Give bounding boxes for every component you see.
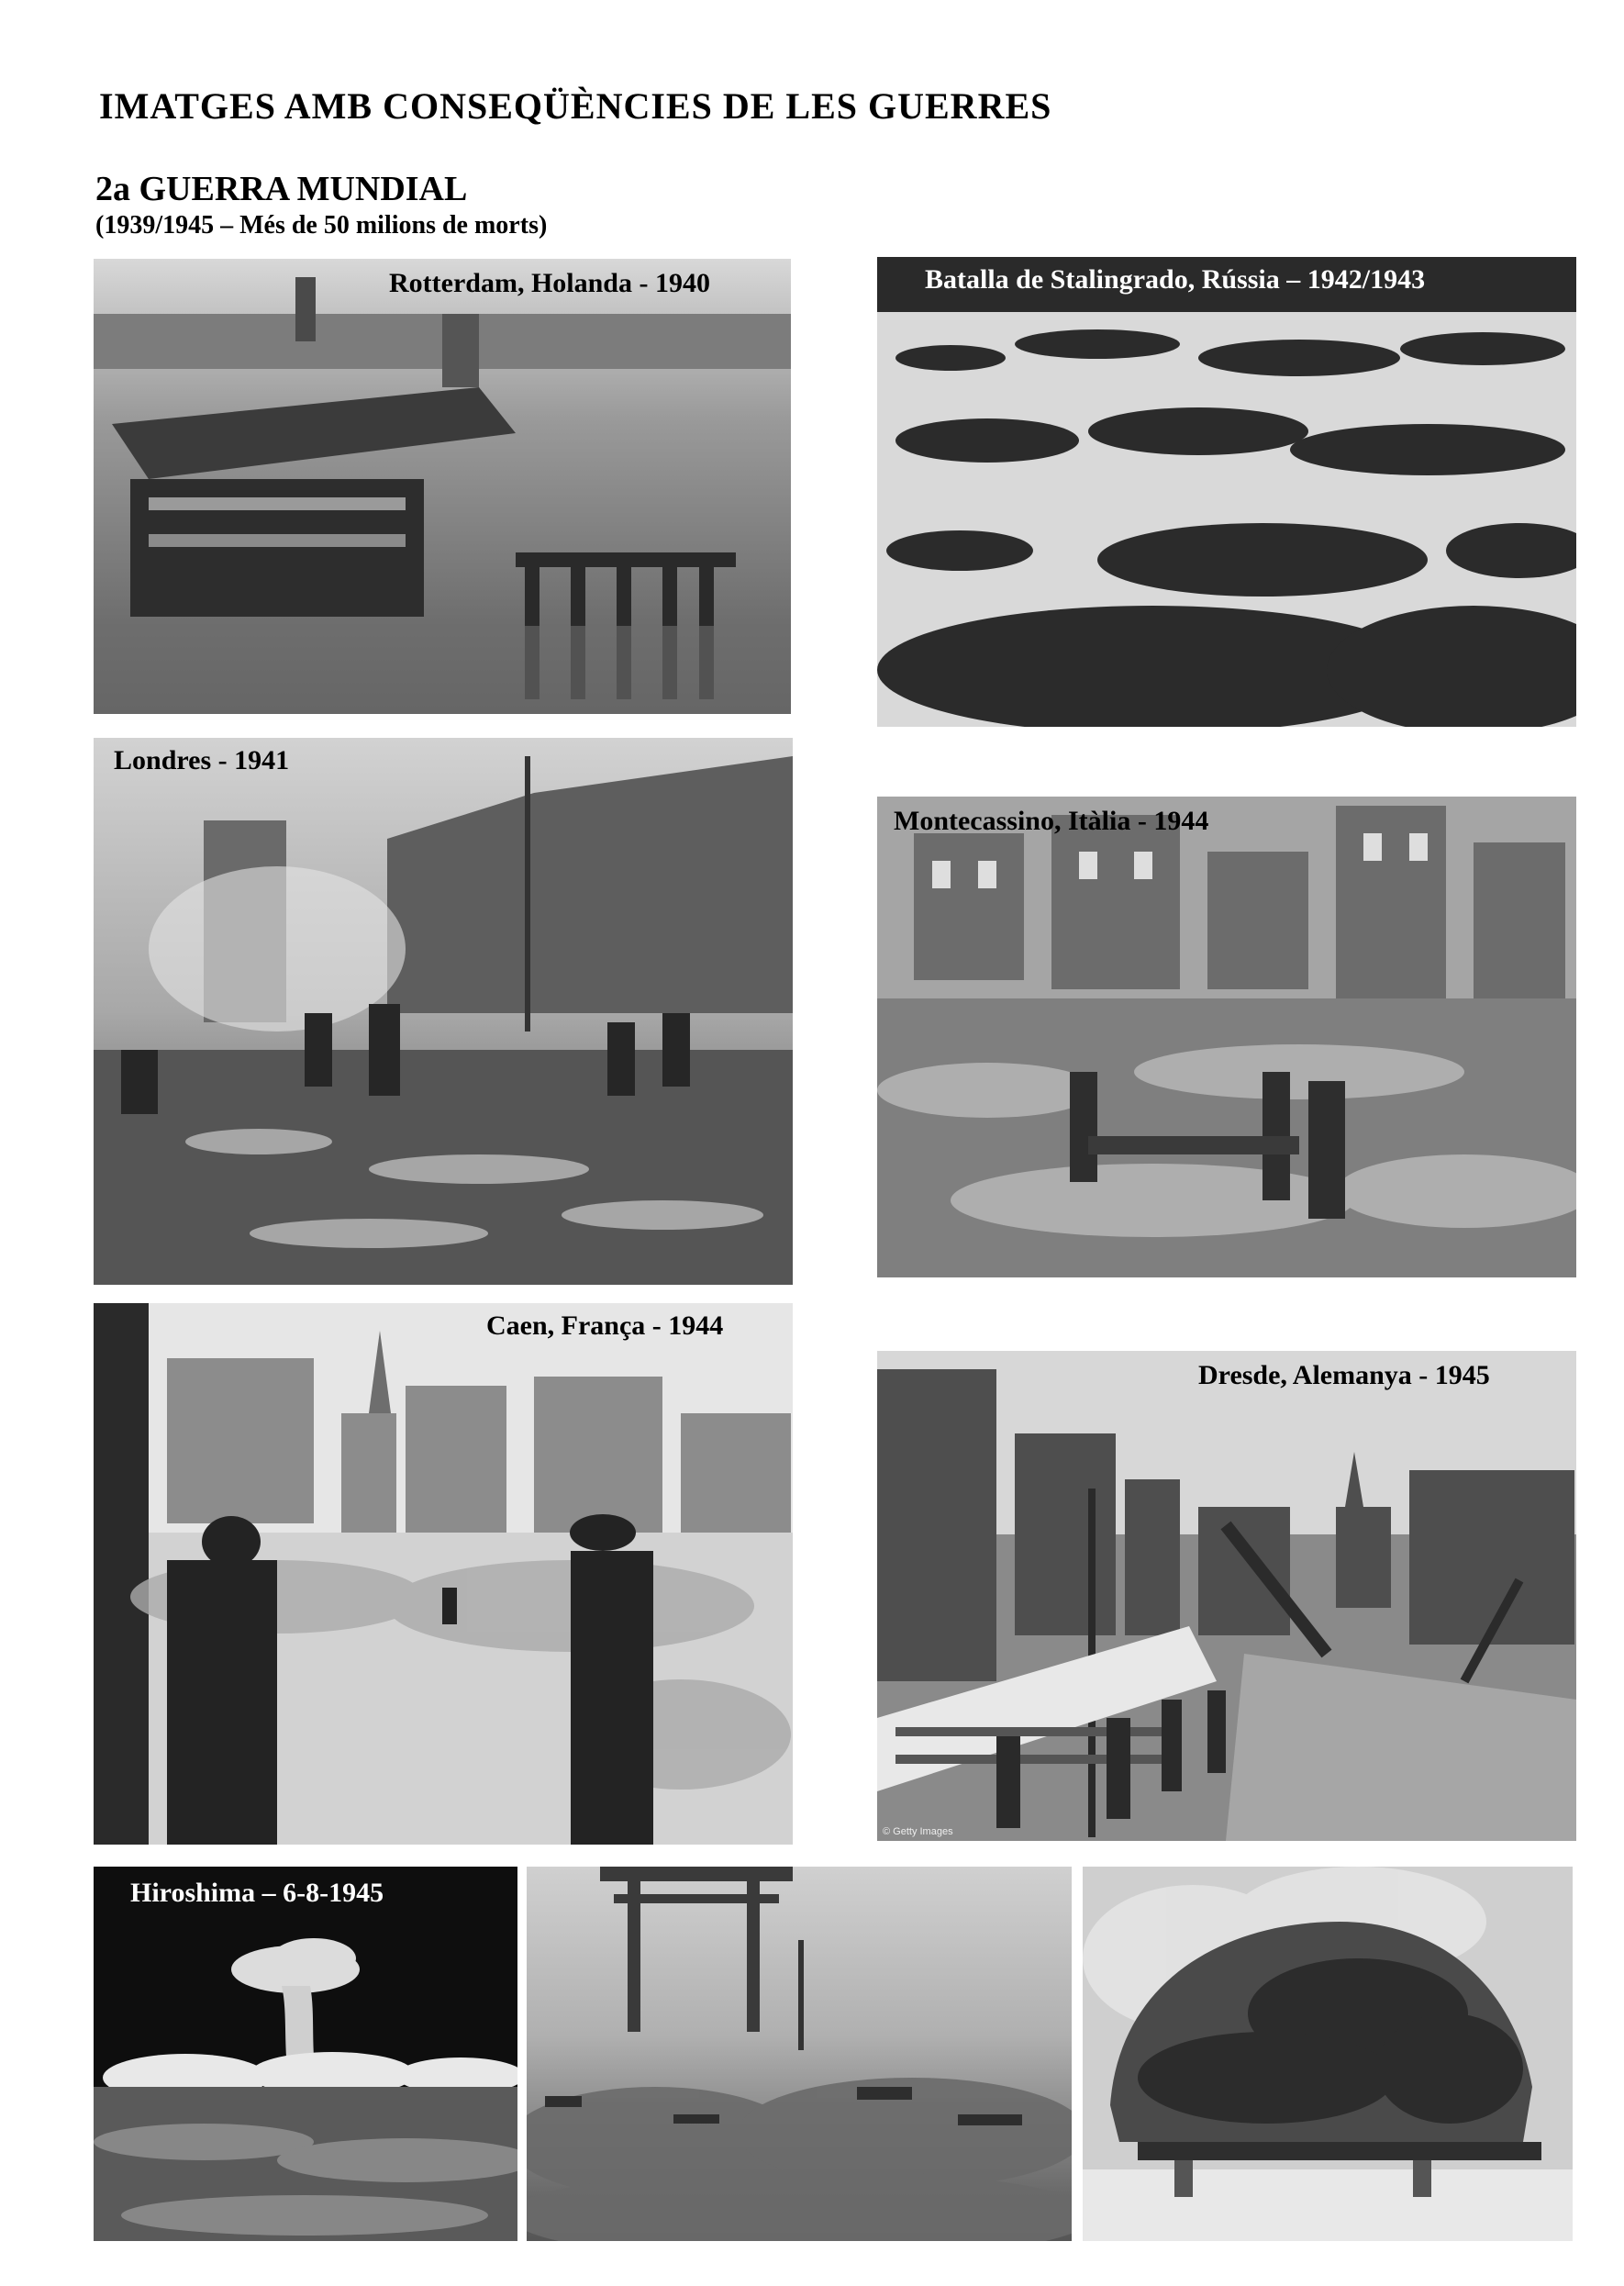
photo-london-caption: Londres - 1941 bbox=[114, 745, 290, 775]
photo-hiroshima-ruins-image bbox=[527, 1867, 1072, 2241]
section-heading: 2a GUERRA MUNDIAL bbox=[95, 170, 468, 208]
photo-london bbox=[94, 738, 793, 1285]
photo-rotterdam-image bbox=[94, 259, 791, 714]
photo-dresden-credit: © Getty Images bbox=[883, 1826, 953, 1837]
photo-hiroshima-cloud bbox=[94, 1867, 517, 2241]
photo-rotterdam-caption: Rotterdam, Holanda - 1940 bbox=[389, 268, 710, 298]
photo-dresden-image bbox=[877, 1351, 1576, 1841]
photo-hiroshima-bodies bbox=[1083, 1867, 1573, 2241]
photo-hiroshima-ruins bbox=[527, 1867, 1072, 2241]
page-title: IMATGES AMB CONSEQÜÈNCIES DE LES GUERRES bbox=[99, 85, 1052, 127]
photo-montecassino-caption: Montecassino, Itàlia - 1944 bbox=[894, 806, 1209, 836]
photo-montecassino-image bbox=[877, 797, 1576, 1277]
photo-stalingrad-image bbox=[877, 257, 1576, 727]
photo-london-image bbox=[94, 738, 793, 1285]
photo-rotterdam bbox=[94, 259, 791, 714]
photo-hiroshima-cloud-image bbox=[94, 1867, 517, 2241]
photo-stalingrad-caption: Batalla de Stalingrado, Rússia – 1942/1943 bbox=[925, 264, 1426, 295]
photo-hiroshima-bodies-image bbox=[1083, 1867, 1573, 2241]
photo-hiroshima-cloud-caption: Hiroshima – 6-8-1945 bbox=[130, 1878, 384, 1908]
photo-caen-image bbox=[94, 1303, 793, 1845]
photo-caen-caption: Caen, França - 1944 bbox=[486, 1310, 724, 1341]
photo-caen bbox=[94, 1303, 793, 1845]
photo-montecassino bbox=[877, 797, 1576, 1277]
photo-dresden bbox=[877, 1351, 1576, 1841]
section-subheading: (1939/1945 – Més de 50 milions de morts) bbox=[95, 211, 548, 240]
photo-dresden-caption: Dresde, Alemanya - 1945 bbox=[1198, 1360, 1490, 1390]
photo-stalingrad bbox=[877, 257, 1576, 727]
